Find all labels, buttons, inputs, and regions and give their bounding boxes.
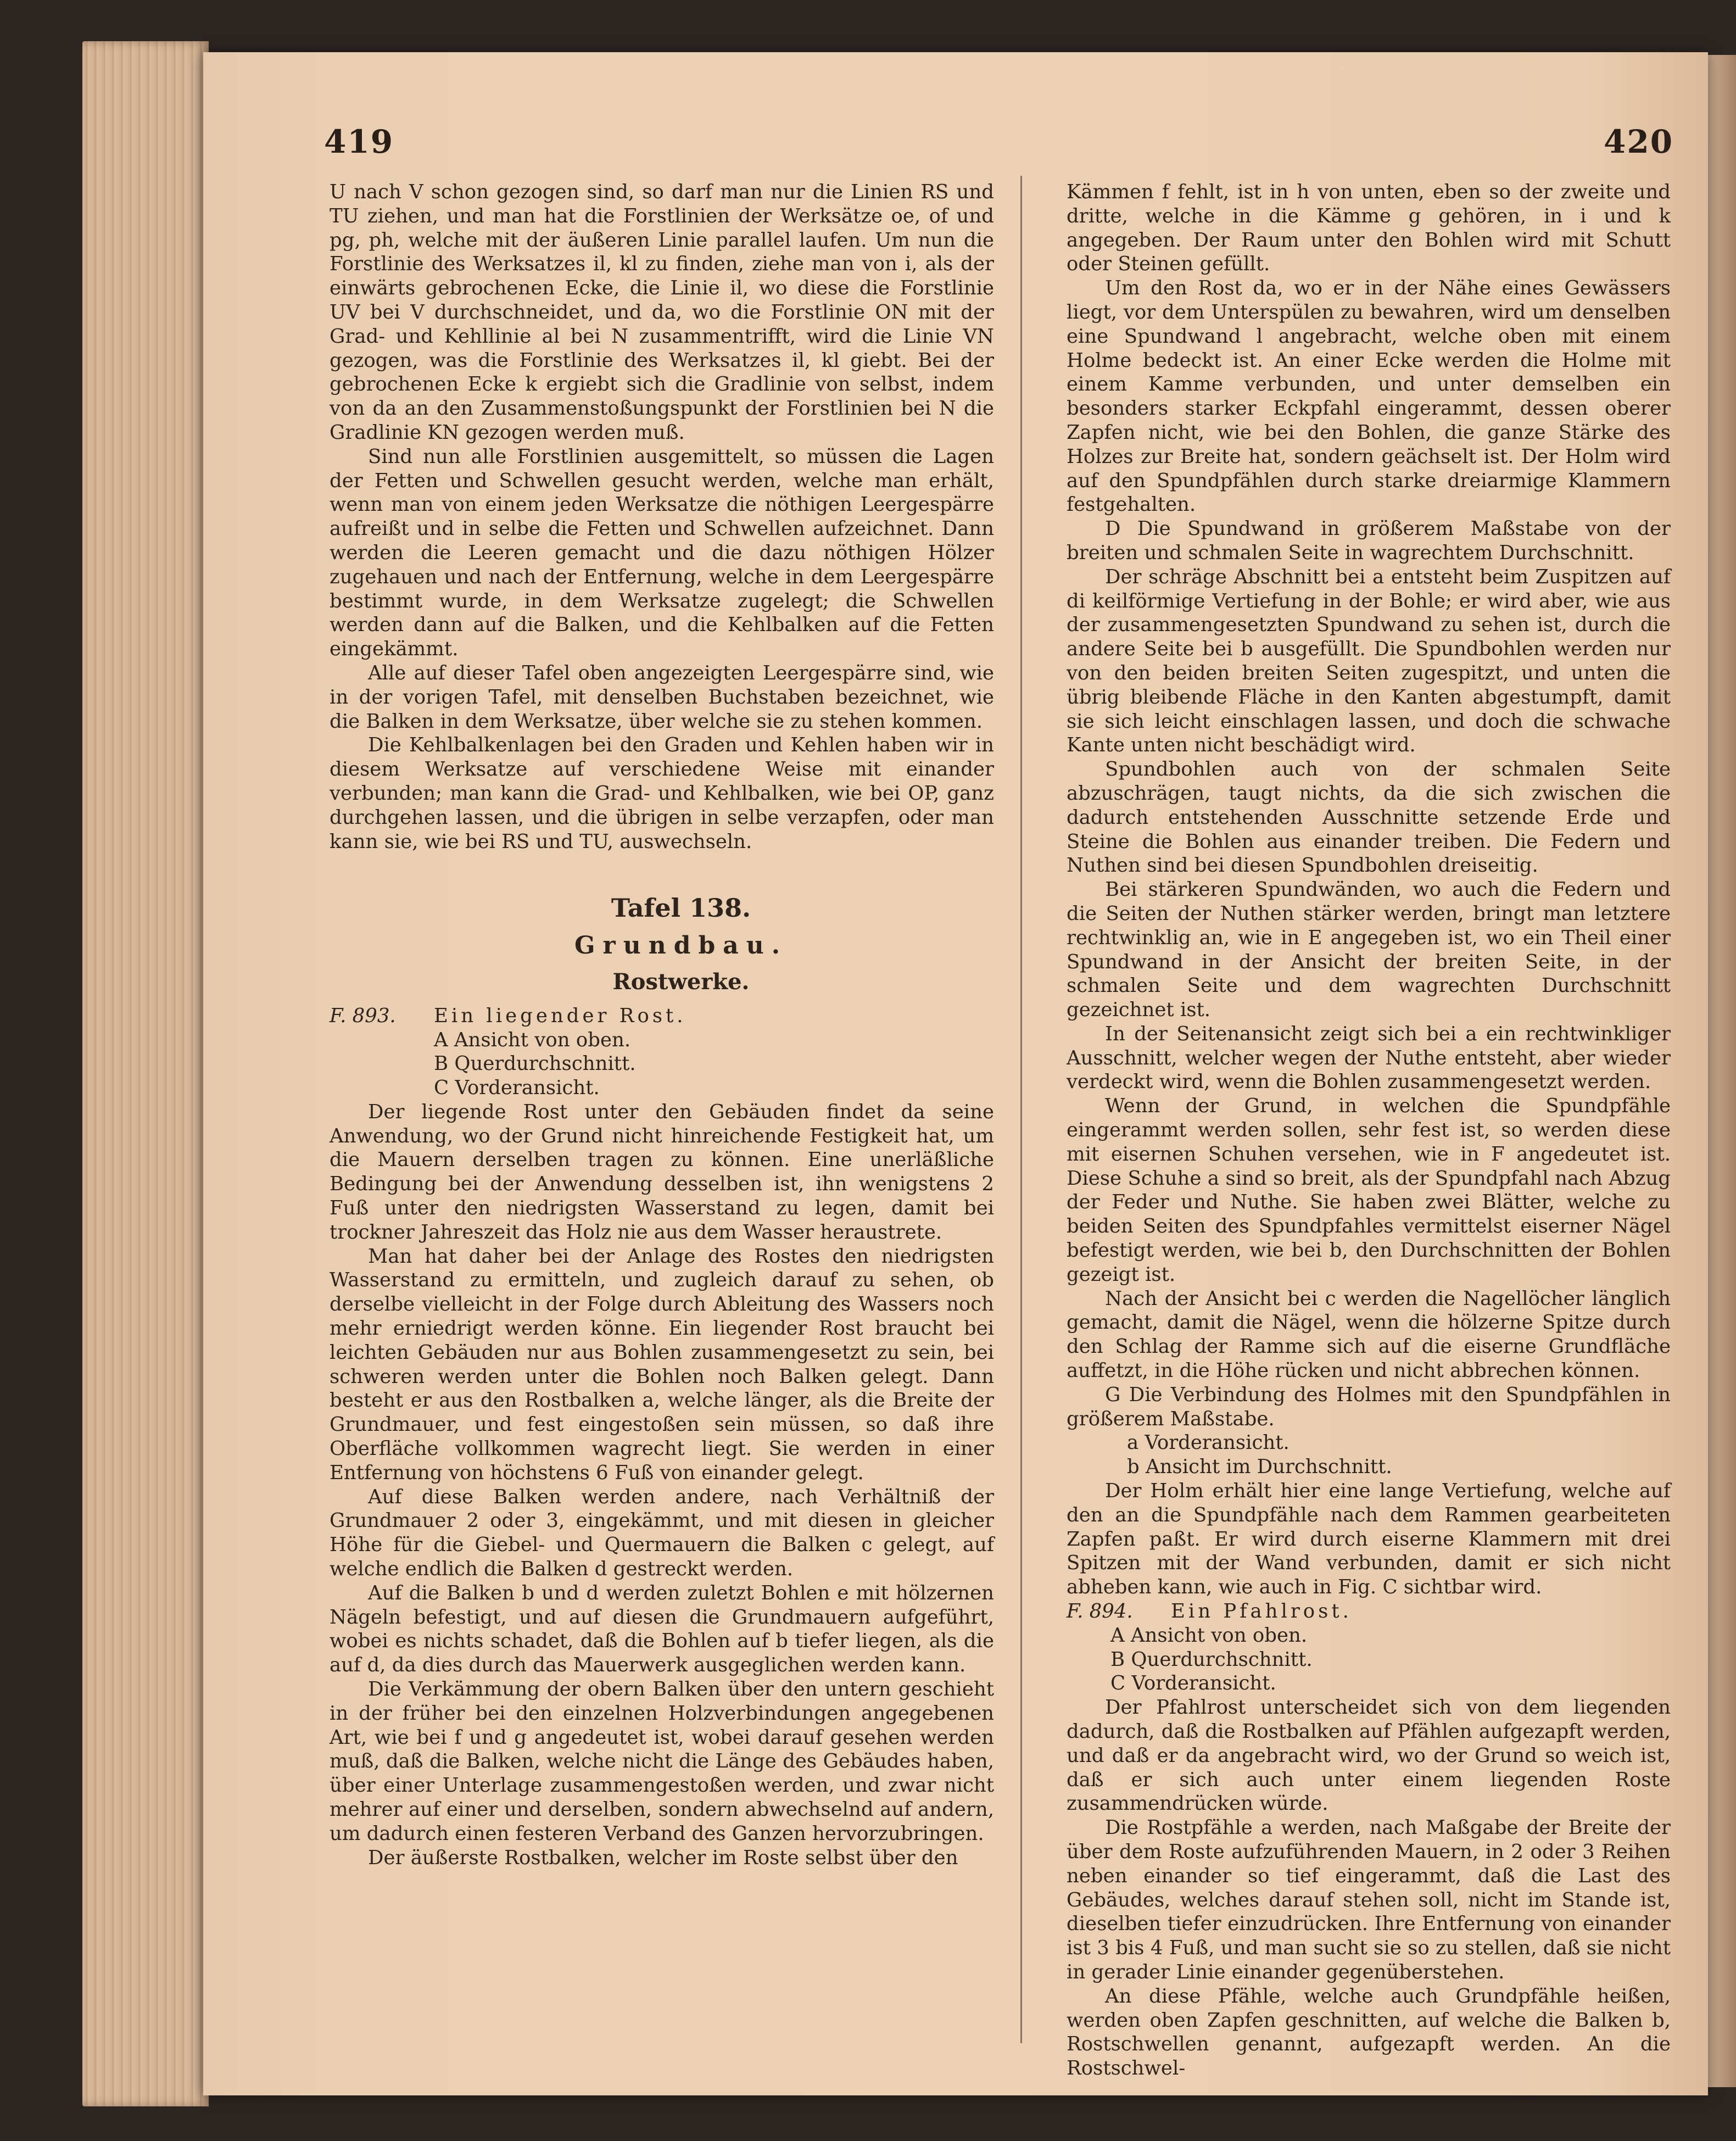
figure-entry-893 [330,1004,994,1028]
paragraph: Auf diese Balken werden andere, nach Verhältniß der Grundmauer 2 oder 3, eingekämmt, und mit diesen in gleicher Höhe für die Giebel- und Quermauern die Balken c gelegt, auf welche endlich die Balken d gestreckt werden. [330,1485,994,1581]
paragraph: Auf die Balken b und d werden zuletzt Bohlen e mit hölzernen Nägeln befestigt, und auf diesen die Grundmauern aufgeführt, wobei es nichts schadet, daß die Bohlen auf b tiefer liegen, als die auf d, da dies durch das Mauerwerk ausgeglichen werden kann. [330,1581,994,1677]
page-number-right: 420 [1604,123,1674,160]
paragraph: Wenn der Grund, in welchen die Spundpfähle eingerammt werden sollen, sehr fest ist, so werden diese mit eisernen Schuhen versehen, wie in F angedeutet ist. Diese Schuhe a sind so breit, als der Spundpfahl nach Abzug der Feder und Nuthe. Sie haben zwei Blätter, welche zu beiden Seiten des Spundpfahles vermittelst eiserner Nägel befestigt werden, wie bei b, den Durchschnitten der Bohlen gezeigt ist. [1067,1095,1671,1286]
paragraph: Der liegende Rost unter den Gebäuden findet da seine Anwendung, wo der Grund nicht hinreichende Festigkeit hat, um die Mauern derselben tragen zu können. Eine unerläßliche Bedingung bei der Anwendung desselben ist, ihn wenigstens 2 Fuß unter den niedrigsten Wasserstand zu legen, damit bei trockner Jahreszeit das Holz nie aus dem Wasser heraustrete. [330,1100,994,1244]
right-text-column [1067,180,1671,2081]
paragraph: Sind nun alle Forstlinien ausgemittelt, so müssen die Lagen der Fetten und Schwellen gesucht werden, welche man erhält, wenn man von einem jeden Werksatze die nöthigen Leergespärre aufreißt und in selbe die Fetten und Schwellen aufzeichnet. Dann werden die Leeren gemacht und die dazu nöthigen Hölzer zugehauen und nach der Entfernung, welche in dem Leergespärre bestimmt wurde, in dem Werksatze zugelegt; die Schwellen werden dann auf die Balken, und die Kehlbalken auf die Fetten eingekämmt. [330,445,994,661]
figure-item: A Ansicht von oben. [434,1028,631,1051]
section-title: Grundbau. [574,932,788,960]
figure-label: F. 894. [1067,1600,1133,1623]
figure-item: A Ansicht von oben. [1110,1624,1308,1647]
subsection-title: Rostwerke. [612,968,750,995]
figure-title: Ein Pfahlrost. [1171,1600,1352,1623]
page-number-left: 419 [324,123,394,160]
paragraph: Man hat daher bei der Anlage des Rostes den niedrigsten Wasserstand zu ermitteln, und zugleich darauf zu sehen, ob derselbe vielleicht in der Folge durch Ableitung des Wassers noch mehr erniedrigt werden könne. Ein liegender Rost braucht bei leichten Gebäuden nur aus Bohlen zusammengesetzt zu sein, bei schweren werden unter die Bohlen noch Balken gelegt. Dann besteht er aus den Rostbalken a, welche länger, als die Breite der Grundmauer, und fest eingestoßen sein müssen, so daß ihre Oberfläche vollkommen wagrecht liegt. Sie werden in einer Entfernung von höchstens 6 Fuß von einander gelegt. [330,1245,994,1484]
paragraph: Der schräge Abschnitt bei a entsteht beim Zuspitzen auf di keilförmige Vertiefung in der Bohle; er wird aber, wie aus der zusammengesetzten Spundwand zu sehen ist, durch die andere Seite bei b ausgefüllt. Die Spundbohlen werden nur von den beiden breiten Seiten zugespitzt, und unten die übrig bleibende Fläche in den Kanten abgestumpft, damit sie sich leicht einschlagen lassen, und doch die schwache Kante unten nicht beschädigt wird. [1067,565,1671,757]
paragraph: Alle auf dieser Tafel oben angezeigten Leergespärre sind, wie in der vorigen Tafel, mit denselben Buchstaben bezeichnet, wie die Balken in dem Werksatze, über welche sie zu stehen kommen. [330,661,994,733]
paragraph: Nach der Ansicht bei c werden die Nagellöcher länglich gemacht, damit die Nägel, wenn die hölzerne Spitze durch den Schlag der Ramme sich auf die eiserne Grundfläche auffetzt, in die Höhe rücken und nicht abbrechen können. [1067,1287,1671,1382]
paragraph: Spundbohlen auch von der schmalen Seite abzuschrägen, taugt nichts, da die sich zwischen die dadurch entstehenden Ausschnitte setzende Erde und Steine die Bohlen aus einander treiben. Die Federn und Nuthen sind bei diesen Spundbohlen dreiseitig. [1067,758,1671,877]
paragraph: Die Kehlbalkenlagen bei den Graden und Kehlen haben wir in diesem Werksatze auf verschiedene Weise mit einander verbunden; man kann die Grad- und Kehlbalken, wie bei OP, ganz durchgehen lassen, und die übrigen in selbe verzapfen, oder man kann sie, wie bei RS und TU, auswechseln. [330,734,994,853]
figure-title: Ein liegender Rost. [434,1004,686,1027]
paragraph: Der äußerste Rostbalken, welcher im Roste selbst über den [368,1846,958,1869]
paragraph: Um den Rost da, wo er in der Nähe eines Gewässers liegt, vor dem Unterspülen zu bewahren, wird um denselben eine Spundwand l angebracht, welche oben mit einem Holme bedeckt ist. An einer Ecke werden die Holme mit einem Kamme verbunden, und unter demselben ein besonders starker Eckpfahl eingerammt, dessen oberer Zapfen nicht, wie bei den Bohlen, die ganze Stärke des Holzes zur Breite hat, sondern geächselt ist. Der Holm wird auf den Spundpfählen durch starke dreiarmige Klammern festgehalten. [1067,277,1671,516]
paragraph: Kämmen f fehlt, ist in h von unten, eben so der zweite und dritte, welche in die Kämme g gehören, in i und k angegeben. Der Raum unter den Bohlen wird mit Schutt oder Steinen gefüllt. [1067,181,1671,276]
figure-item: C Vorderansicht. [434,1077,600,1100]
left-text-column [330,180,994,1870]
paragraph: Der Pfahlrost unterscheidet sich von dem liegenden dadurch, daß die Rostbalken auf Pfählen aufgezapft werden, und daß er da angebracht wird, wo der Grund so weich ist, daß er sich auch unter einem liegenden Roste zusammendrücken würde. [1067,1696,1671,1815]
paragraph: Bei stärkeren Spundwänden, wo auch die Federn und die Seiten der Nuthen stärker werden, bringt man letztere rechtwinklig an, wie in E angegeben ist, wo ein Theil einer Spundwand in der Ansicht der breiten Seite, in der schmalen Seite und dem wagrechten Durchschnitt gezeichnet ist. [1067,878,1671,1022]
paragraph: U nach V schon gezogen sind, so darf man nur die Linien RS und TU ziehen, und man hat die Forstlinien der Werksätze oe, of und pg, ph, welche mit der äußeren Linie parallel laufen. Um nun die Forstlinie des Werksatzes il, kl zu finden, ziehe man von i, als der einwärts gebrochenen Ecke, die Linie il, wo diese die Forstlinie UV bei V durchschneidet, und da, wo die Forstlinie ON mit der Grad- und Kehllinie al bei N zusammentrifft, wird die Linie VN gezogen, was die Forstlinie des Werksatzes il, kl giebt. Bei der gebrochenen Ecke k ergiebt sich die Gradlinie von selbst, indem von da an den Zusammenstoßungspunkt der Forstlinien bei N die Gradlinie KN gezogen werden muß. [330,181,994,444]
paragraph: Der Holm erhält hier eine lange Vertiefung, welche auf den an die Spundpfähle nach dem Rammen gearbeiteten Zapfen paßt. Er wird durch eiserne Klammern mit drei Spitzen mit der Wand verbunden, damit er sich nicht abheben kann, wie auch in Fig. C sichtbar wird. [1067,1480,1671,1599]
figure-item: B Querdurchschnitt. [434,1052,636,1075]
paragraph: G Die Verbindung des Holmes mit den Spundpfählen in größerem Maßstabe. [1067,1383,1671,1430]
figure-label: F. 893. [330,1004,396,1027]
paragraph: Die Verkämmung der obern Balken über den untern geschieht in der früher bei den einzelnen Holzverbindungen angegebenen Art, wie bei f und g angedeutet ist, wobei darauf gesehen werden muß, daß die Balken, welche nicht die Länge des Gebäudes haben, über einer Unterlage zusammengestoßen werden, und zwar nicht mehrer auf einer und derselben, sondern abwechselnd auf andern, um dadurch einen festeren Verband des Ganzen hervorzubringen. [330,1678,994,1845]
paragraph: D Die Spundwand in größerem Maßstabe von der breiten und schmalen Seite in wagrechtem Durchschnitt. [1067,517,1671,564]
column-divider [1020,176,1022,2043]
plate-title: Tafel 138. [611,893,751,923]
paragraph: Die Rostpfähle a werden, nach Maßgabe der Breite der über dem Roste aufzuführenden Mauern, in 2 oder 3 Reihen neben einander so tief eingerammt, daß die Last des Gebäudes, welches darauf stehen soll, nicht im Stande ist, dieselben tiefer einzudrücken. Ihre Entfernung von einander ist 3 bis 4 Fuß, und man sucht sie so zu stellen, daß sie nicht in gerader Linie einander gegenüberstehen. [1067,1816,1671,1983]
figure-item: C Vorderansicht. [1110,1672,1276,1695]
figure-item: a Vorderansicht. [1127,1431,1290,1454]
paragraph: An diese Pfähle, welche auch Grundpfähle heißen, werden oben Zapfen geschnitten, auf welche die Balken b, Rostschwellen genannt, aufgezapft werden. An die Rostschwel- [1067,1984,1671,2080]
book-page-edges [82,41,209,2106]
figure-entry-894 [1006,1599,1671,1624]
figure-item: B Querdurchschnitt. [1110,1648,1313,1671]
figure-item: b Ansicht im Durchschnitt. [1127,1456,1392,1479]
paragraph: In der Seitenansicht zeigt sich bei a ein rechtwinkliger Ausschnitt, welcher wegen der Nuthe entsteht, aber wieder verdeckt wird, wenn die Bohlen zusammengesetzt werden. [1067,1022,1671,1094]
